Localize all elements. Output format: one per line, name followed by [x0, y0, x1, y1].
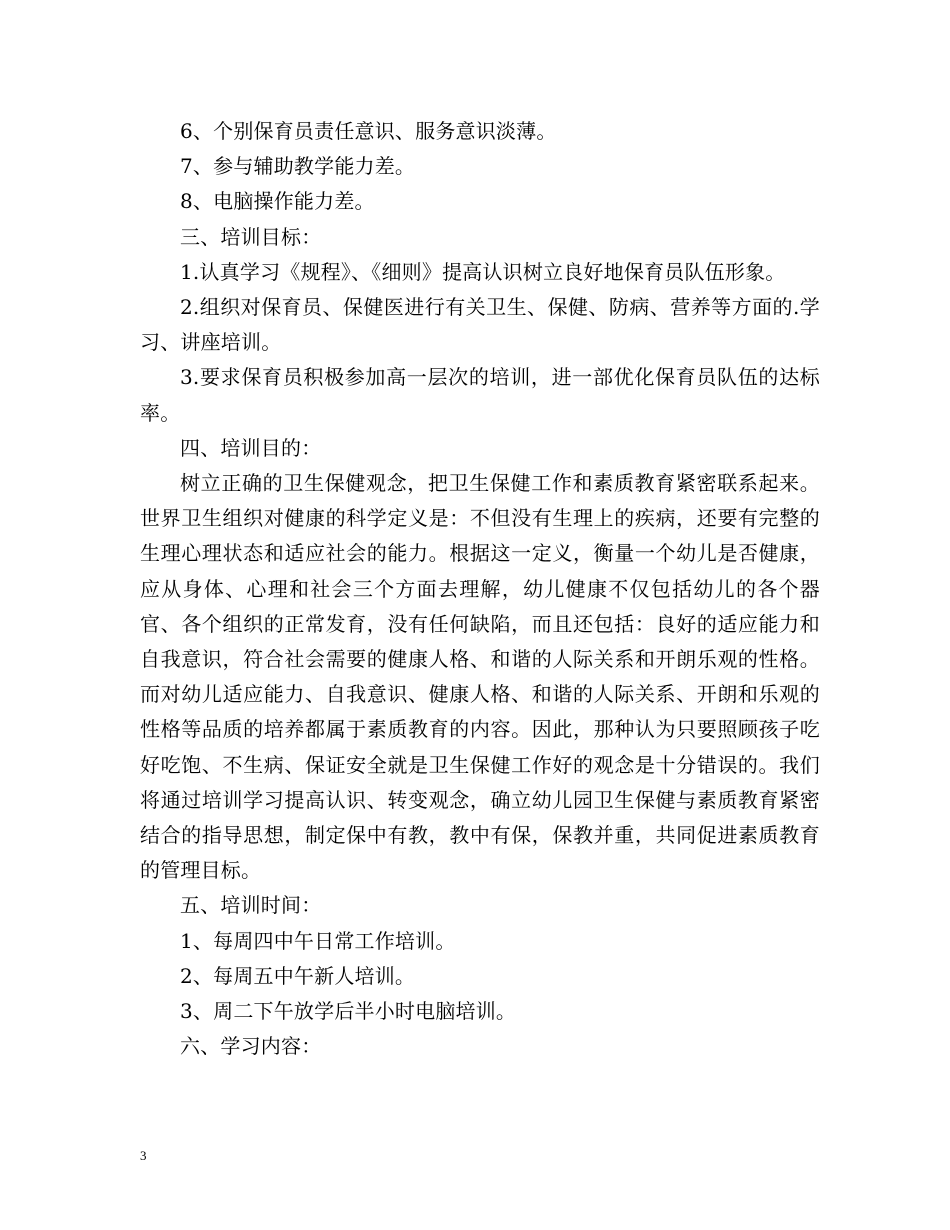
section-heading-training-time: 五、培训时间： — [180, 893, 322, 918]
schedule-item-2: 2、每周五中午新人培训。 — [180, 963, 416, 988]
section-heading-study-content: 六、学习内容： — [180, 1034, 322, 1059]
schedule-item-3: 3、周二下午放学后半小时电脑培训。 — [180, 999, 517, 1024]
schedule-item-1: 1、每周四中午日常工作培训。 — [180, 928, 456, 953]
goal-item-2: 2.组织对保育员、保健医进行有关卫生、保健、防病、营养等方面的.学习、讲座培训。 — [140, 295, 820, 355]
page-number: 3 — [140, 1148, 147, 1163]
paragraph-item-8-computer-skills: 8、电脑操作能力差。 — [180, 189, 375, 214]
goal-item-3: 3.要求保育员积极参加高一层次的培训，进一部优化保育员队伍的达标率。 — [140, 365, 820, 425]
goal-item-1: 1.认真学习《规程》、《细则》提高认识树立良好地保育员队伍形象。 — [180, 259, 786, 284]
paragraph-item-7-teaching-ability: 7、参与辅助教学能力差。 — [180, 154, 416, 179]
document-body — [140, 114, 820, 1064]
section-heading-training-goals: 三、培训目标： — [180, 224, 322, 249]
section-heading-training-purpose: 四、培训目的： — [180, 435, 322, 460]
paragraph-item-6-responsibility: 6、个别保育员责任意识、服务意识淡薄。 — [180, 119, 557, 143]
purpose-paragraph: 树立正确的卫生保健观念，把卫生保健工作和素质教育紧密联系起来。世界卫生组织对健康的科学定义是：不但没有生理上的疾病，还要有完整的生理心理状态和适应社会的能力。根据这一定义，衡量一个幼儿是否健康，应从身体、心理和社会三个方面去理解，幼儿健康不仅包括幼儿的各个器官、各个组织的正常发育，没有任何缺陷，而且还包括：良好的适应能力和自我意识，符合社会需要的健康人格、和谐的人际关系和开朗乐观的性格。而对幼儿适应能力、自我意识、健康人格、和谐的人际关系、开朗和乐观的性格等品质的培养都属于素质教育的内容。因此，那种认为只要照顾孩子吃好吃饱、不生病、保证安全就是卫生保健工作好的观念是十分错误的。我们将通过培训学习提高认识、转变观念，确立幼儿园卫生保健与素质教育紧密结合的指导思想，制定保中有教，教中有保，保教并重，共同促进素质教育的管理目标。 — [140, 471, 820, 883]
